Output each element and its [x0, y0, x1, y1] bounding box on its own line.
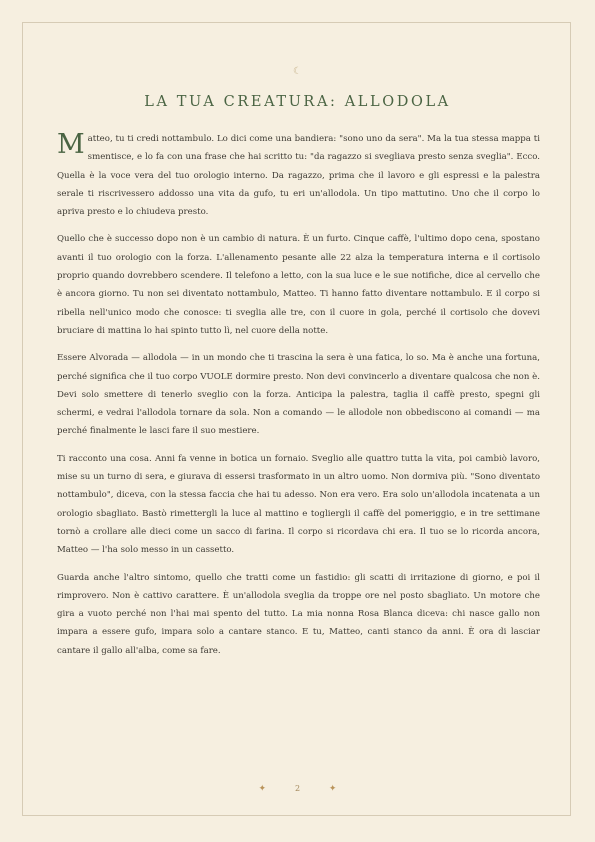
- star-left-icon: ✦: [258, 784, 267, 794]
- page-footer: [0, 784, 595, 794]
- moon-icon: ☾: [293, 66, 302, 77]
- paragraph-3: Essere Alvorada — allodola — in un mondo che ti trascina la sera è una fatica, lo so. Ma è anche una fortuna, perché significa che il tuo corpo VUOLE dormire presto. Non devi convincerlo a diventare qualcosa che non è. Devi solo smettere di tenerlo sveglio con la forza. Anticipa la palestra, taglia il caffè presto, spegni gli schermi, e vedrai l'allodola tornare da sola. Non a comando — le allodole non obbediscono ai comandi — ma perché finalmente le lasci fare il suo mestiere.: [57, 353, 540, 437]
- drop-cap: M: [57, 129, 85, 160]
- paragraph-2: Quello che è successo dopo non è un cambio di natura. È un furto. Cinque caffè, l'ultimo dopo cena, spostano avanti il tuo orologio con la forza. L'allenamento pesante alle 22 alza la temperatura interna e il cortisolo proprio quando dovrebbero scendere. Il telefono a letto, con la sua luce e le sue notifiche, dice al cervello che è ancora giorno. Tu non sei diventato nottambulo, Matteo. Ti hanno fatto diventare nottambulo. E il corpo si ribella nell'unico modo che conosce: ti sveglia alle tre, con il cuore in gola, perché il cortisolo che dovevi bruciare di mattina lo hai spinto tutto lì, nel cuore della notte.: [57, 234, 540, 336]
- page-title: LA TUA CREATURA: ALLODOLA: [144, 94, 451, 110]
- star-right-icon: ✦: [328, 784, 337, 794]
- paragraph-1: [57, 130, 540, 221]
- body-text: [57, 130, 540, 669]
- paragraph-4: Ti racconto una cosa. Anni fa venne in botica un fornaio. Sveglio alle quattro tutta la vita, poi cambiò lavoro, mise su un turno di sera, e giurava di essersi trasformato in un altro uomo. Non dormiva più. "Sono diventato nottambulo", diceva, con la stessa faccia che hai tu adesso. Non era vero. Era solo un'allodola incatenata a un orologio sbagliato. Bastò rimettergli la luce al mattino e togliergli il caffè del pomeriggio, e in tre settimane tornò a crollare alle dieci come un sacco di farina. Il corpo si ricordava chi era. Il tuo se lo ricorda ancora, Matteo — l'ha solo messo in un cassetto.: [57, 453, 540, 556]
- paragraph-5: Guarda anche l'altro sintomo, quello che tratti come un fastidio: gli scatti di irritazione di giorno, e poi il rimprovero. Non è cattivo carattere. È un'allodola sveglia da troppe ore nel posto sbagliato. Un motore che gira a vuoto perché non l'hai mai spento del tutto. La mia nonna Rosa Blanca diceva: chi nasce gallo non impara a essere gufo, impara solo a cantare stanco. E tu, Matteo, canti stanco da anni. È ora di lasciar cantare il gallo all'alba, come sa fare.: [57, 572, 540, 656]
- paragraph-1-text: atteo, tu ti credi nottambulo. Lo dici come una bandiera: "sono uno da sera". Ma la tua stessa mappa ti smentisce, e lo fa con una frase che hai scritto tu: "da ragazzo si svegliava presto senza sveglia". Ecco. Quella è la voce vera del tuo orologio interno. Da ragazzo, prima che il lavoro e gli espressi e la palestra serale ti riscrivessero addosso una vita da gufo, tu eri un'allodola. Un tipo mattutino. Uno che il corpo lo apriva presto e lo chiudeva presto.: [57, 134, 540, 218]
- page-number: 2: [294, 784, 301, 793]
